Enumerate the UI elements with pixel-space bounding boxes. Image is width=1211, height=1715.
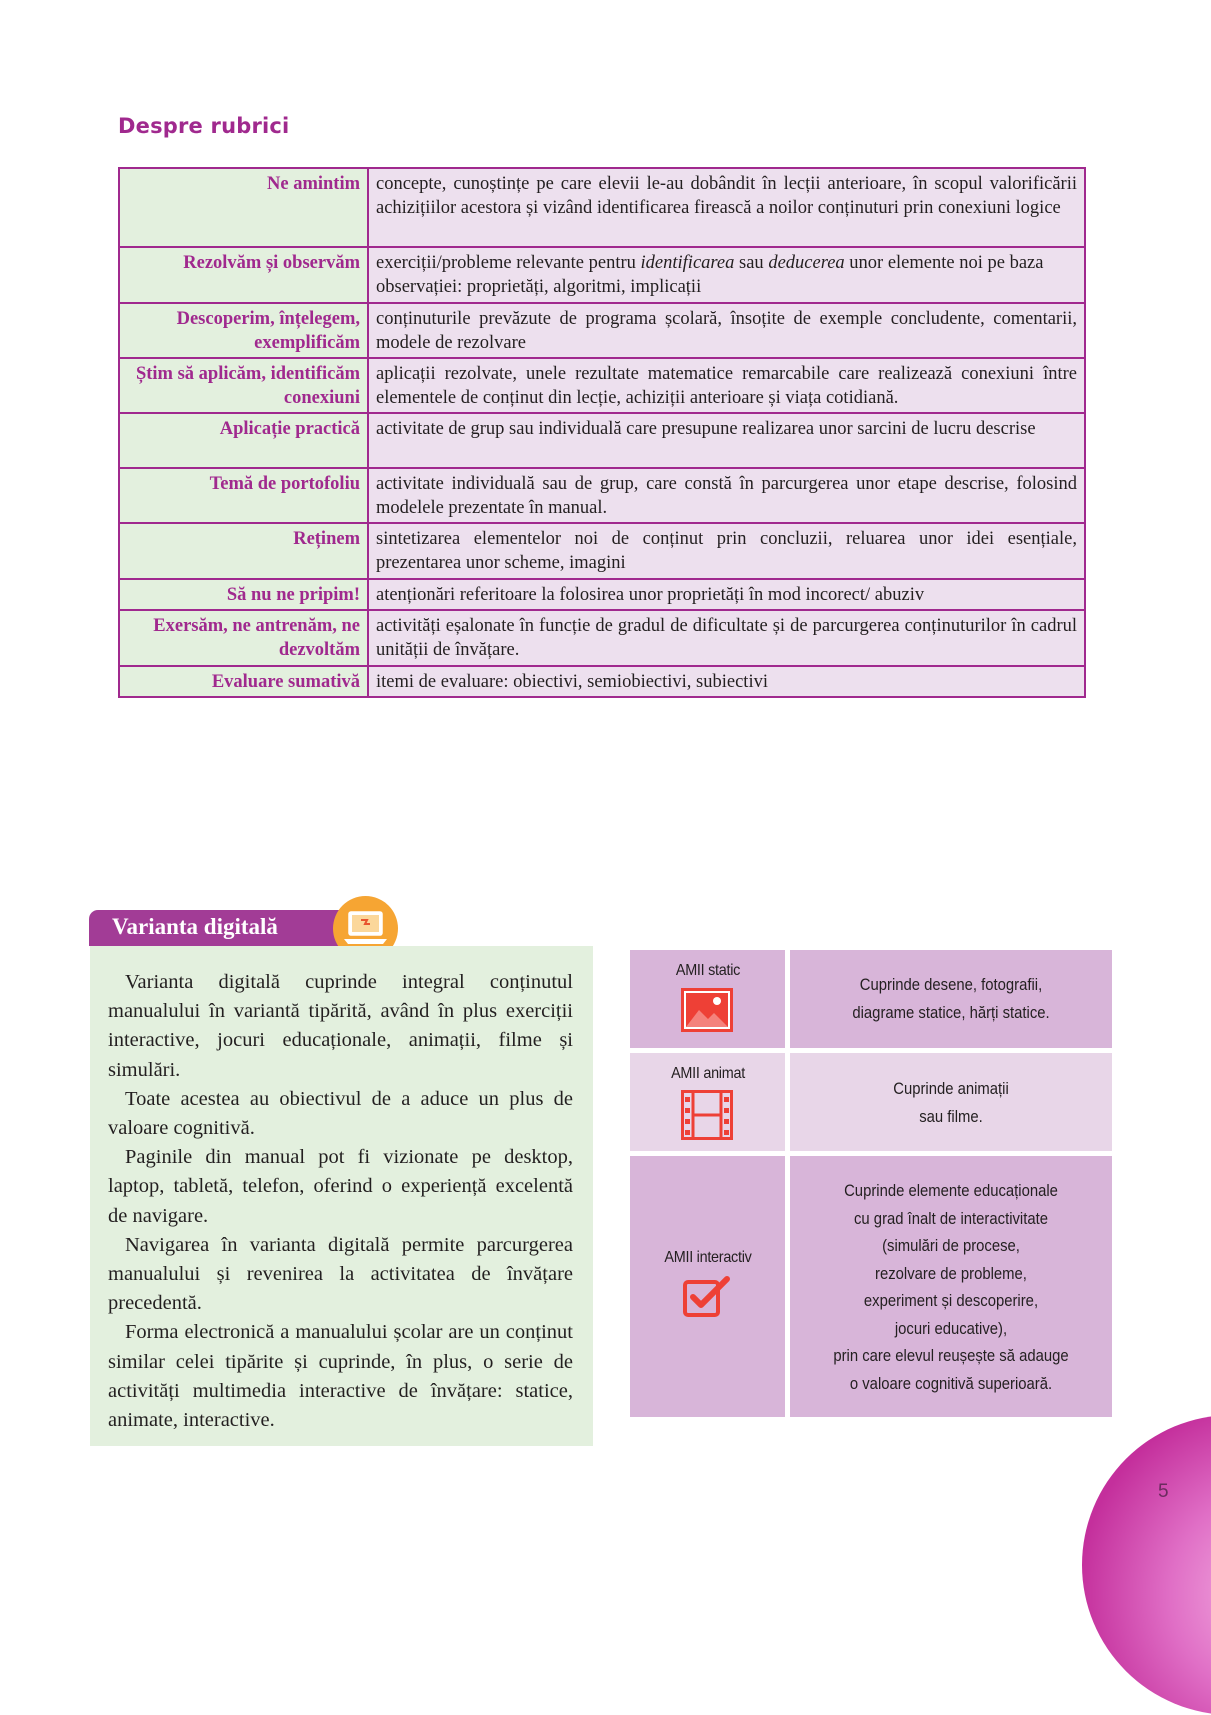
desc-text: unor elemente noi pe baza observației: proprietăți, algoritmi, implicații [376,253,1044,297]
desc-line: experiment și descoperire, [863,1292,1039,1310]
desc-line: jocuri educative), [894,1319,1008,1338]
checkbox-icon [682,1274,732,1323]
row-description: conținuturile prevăzute de programa școlară, însoțite de exemple concludente, comentarii, modele de rezolvare [368,303,1085,358]
amii-interactiv-desc [806,1178,1096,1398]
desc-line: sau filme. [919,1107,983,1126]
table-row [119,168,1085,247]
row-description: activitate individuală sau de grup, care constă în parcurgerea unor etape descrise, folosind modelele prezentate în manual. [368,468,1085,523]
row-label: Să nu ne pripim! [119,579,368,610]
desc-emphasis: deducerea [768,253,845,273]
table-row [119,358,1085,413]
rubrici-table [118,167,1086,698]
amii-static-label: AMII static [675,962,741,979]
digital-title: Varianta digitală [112,914,278,939]
row-label: Temă de portofoliu [119,468,368,523]
desc-text: sau [734,253,769,273]
desc-line: Cuprinde desene, fotografii, [859,976,1043,994]
desc-line: rezolvare de probleme, [875,1264,1027,1283]
desc-line: cu grad înalt de interactivitate [853,1209,1048,1228]
row-label: Descoperim, înțelegem, exemplificăm [119,303,368,358]
row-label: Exersăm, ne antrenăm, ne dezvoltăm [119,610,368,666]
film-icon [681,1090,733,1145]
digital-paragraph: Forma electronică a manualului școlar are un conținut similar celei tipărite și cuprinde, în plus, o serie de activități multimedia interactive de învățare: statice, animate, interactive. [108,1321,573,1432]
row-label: Ne amintim [119,168,368,247]
amii-static-desc [806,972,1096,1027]
row-description: atenționări referitoare la folosirea unor proprietăți în mod incorect/ abuziv [368,579,1085,610]
table-row [119,523,1085,579]
digital-paragraph: Toate acestea au obiectivul de a aduce un plus de valoare cognitivă. [108,1087,573,1140]
image-icon [681,988,733,1037]
desc-text: exerciții/probleme relevante pentru [376,253,641,273]
row-description: activitate de grup sau individuală care presupune realizarea unor sarcini de lucru descrise [368,413,1085,468]
table-row [119,468,1085,523]
desc-line: Cuprinde elemente educaționale [844,1182,1058,1200]
desc-line: diagrame statice, hărți statice. [852,1003,1050,1022]
digital-paragraph: Paginile din manual pot fi vizionate pe desktop, laptop, tabletă, telefon, oferind o experiență excelentă de navigare. [108,1146,573,1227]
desc-line: (simulări de procese, [882,1237,1020,1255]
amii-animat-desc [806,1076,1096,1131]
table-row [119,413,1085,468]
row-description: activități eșalonate în funcție de gradul de dificultate și de parcurgerea conținuturilor în cadrul unității de învățare. [368,610,1085,666]
amii-interactiv-label: AMII interactiv [664,1249,752,1266]
page-number: 5 [1158,1481,1169,1502]
table-row [119,579,1085,610]
section-title: Despre rubrici [118,114,290,138]
digital-paragraph: Navigarea în varianta digitală permite parcurgerea manualului și revenirea la activitatea de învățare precedentă. [108,1233,573,1315]
row-label: Știm să aplicăm, identificăm conexiuni [119,358,368,413]
row-description [368,247,1085,303]
row-label: Aplicație practică [119,413,368,468]
row-description: sintetizarea elementelor noi de conținut prin concluzii, reluarea unor idei esențiale, prezentarea unor scheme, imagini [368,523,1085,579]
table-row [119,610,1085,666]
page-corner-decoration [1082,1415,1211,1715]
row-label: Evaluare sumativă [119,666,368,697]
digital-text [108,968,573,1435]
row-label: Reținem [119,523,368,579]
amii-animat-label: AMII animat [671,1065,745,1082]
desc-line: Cuprinde animații [893,1080,1009,1098]
desc-line: o valoare cognitivă superioară. [849,1374,1053,1393]
desc-line: prin care elevul reușește să adauge [833,1347,1069,1365]
row-label: Rezolvăm și observăm [119,247,368,303]
row-description: itemi de evaluare: obiectivi, semiobiectivi, subiectivi [368,666,1085,697]
table-row [119,303,1085,358]
row-description: aplicații rezolvate, unele rezultate matematice remarcabile care realizează conexiuni între elementele de conținut din lecție, achiziții anterioare și viața cotidiană. [368,358,1085,413]
table-row [119,247,1085,303]
desc-emphasis: identificarea [640,253,735,273]
digital-paragraph: Varianta digitală cuprinde integral conținutul manualului în variantă tipărită, având în plus exerciții interactive, jocuri educaționale, animații, filme și simulări. [108,971,573,1081]
table-row [119,666,1085,697]
row-description: concepte, cunoștințe pe care elevii le-au dobândit în lecții anterioare, în scopul valorificării achizițiilor acestora și vizând identificarea firească a noilor conținuturi prin conexiuni logice [368,168,1085,247]
